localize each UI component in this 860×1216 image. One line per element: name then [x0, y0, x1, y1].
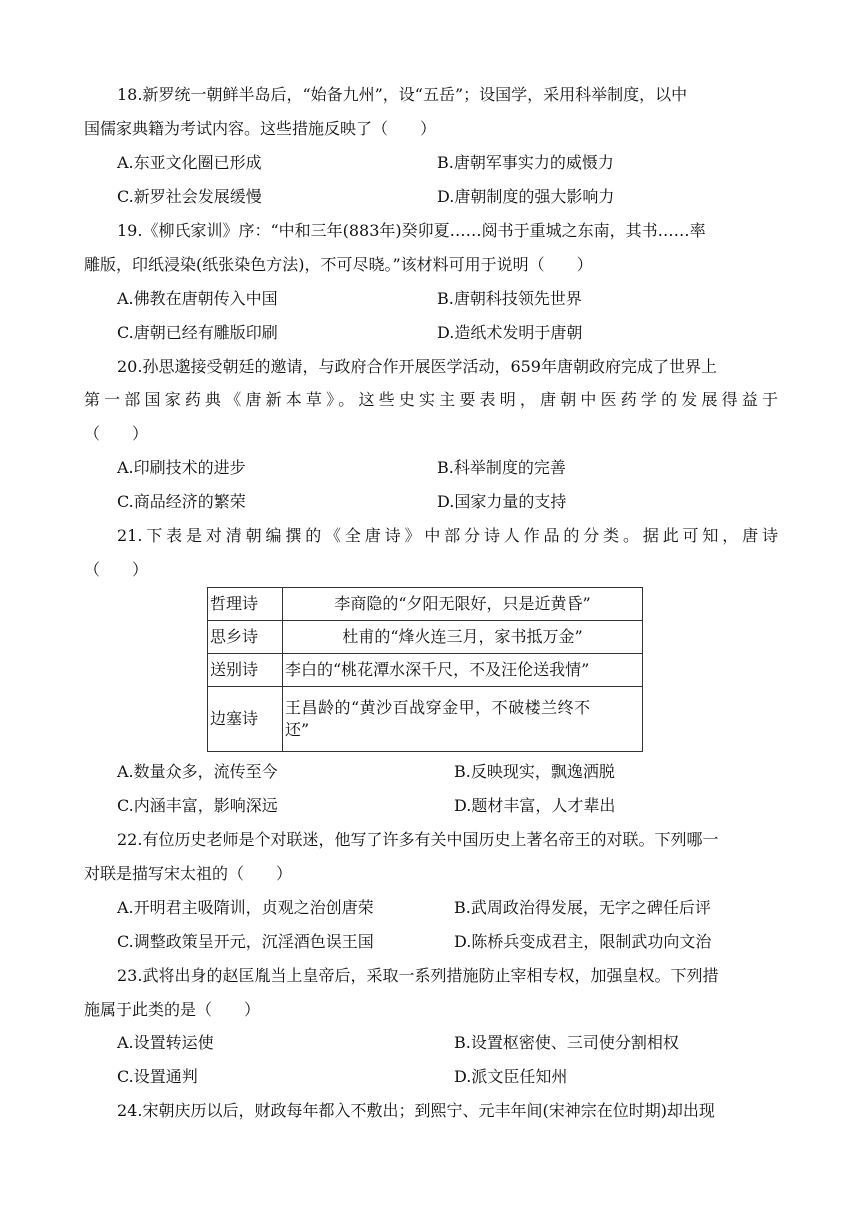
q23-option-c[interactable]: C.设置通判: [117, 1067, 198, 1086]
poem-classification-table: [207, 587, 643, 752]
q22-option-d[interactable]: D.陈桥兵变成君主，限制武功向文治: [454, 932, 712, 951]
q23-stem-line1: 23.武将出身的赵匡胤当上皇帝后，采取一系列措施防止宰相专权，加强皇权。下列措: [117, 966, 719, 985]
q18-option-d[interactable]: D.唐朝制度的强大影响力: [437, 187, 615, 206]
q20-stem-line1: 20.孙思邈接受朝廷的邀请，与政府合作开展医学活动，659年唐朝政府完成了世界上: [117, 357, 717, 376]
q20-option-b[interactable]: B.科举制度的完善: [437, 458, 566, 477]
q19-option-b[interactable]: B.唐朝科技领先世界: [437, 289, 582, 308]
q21-stem-line1: 21.下表是对清朝编撰的《全唐诗》中部分诗人作品的分类。据此可知，唐诗: [117, 526, 778, 545]
poem-example-line1: 王昌龄的“黄沙百战穿金甲，不破楼兰终不: [285, 698, 591, 717]
table-row: [208, 588, 643, 621]
q20-stem-line2: 第一部国家药典《唐新本草》。这些史实主要表明，唐朝中医药学的发展得益于: [84, 390, 778, 409]
q23-option-a[interactable]: A.设置转运使: [117, 1033, 214, 1052]
q18-option-a[interactable]: A.东亚文化圈已形成: [117, 153, 262, 172]
q24-stem-line1: 24.宋朝庆历以后，财政每年都入不敷出；到熙宁、元丰年间(宋神宗在位时期)却出现: [117, 1101, 715, 1120]
q22-option-c[interactable]: C.调整政策呈开元，沉淫酒色误王国: [117, 932, 374, 951]
q21-option-b[interactable]: B.反映现实，飘逸洒脱: [454, 762, 615, 781]
q19-option-a[interactable]: A.佛教在唐朝传入中国: [117, 289, 278, 308]
q18-stem-line1: 18.新罗统一朝鲜半岛后，“始备九州”，设“五岳”；设国学，采用科举制度，以中: [117, 85, 688, 104]
q18-option-b[interactable]: B.唐朝军事实力的威慑力: [437, 153, 614, 172]
poem-type-cell: 送别诗: [208, 654, 283, 687]
q19-stem-line1: 19.《柳氏家训》序：“中和三年(883年)癸卯夏……阅书于重城之东南，其书……率: [117, 221, 706, 240]
q23-stem-line2: 施属于此类的是（ ）: [84, 1000, 261, 1019]
q20-option-d[interactable]: D.国家力量的支持: [437, 492, 567, 511]
q22-option-a[interactable]: A.开明君主吸隋训，贞观之治创唐荣: [117, 898, 374, 917]
q19-stem-line2: 雕版，印纸浸染(纸张染色方法)，不可尽晓。”该材料可用于说明（ ）: [84, 255, 593, 274]
table-row: [208, 654, 643, 687]
q21-option-c[interactable]: C.内涵丰富，影响深远: [117, 796, 278, 815]
q20-option-a[interactable]: A.印刷技术的进步: [117, 458, 246, 477]
poem-example-cell: 李白的“桃花潭水深千尺，不及汪伦送我情”: [283, 654, 643, 687]
q21-stem-line2: （ ）: [84, 560, 149, 579]
q23-option-b[interactable]: B.设置枢密使、三司使分割相权: [454, 1033, 679, 1052]
q23-option-d[interactable]: D.派文臣任知州: [454, 1067, 568, 1086]
q19-option-d[interactable]: D.造纸术发明于唐朝: [437, 323, 583, 342]
q18-stem-line2: 国儒家典籍为考试内容。这些措施反映了（ ）: [84, 119, 437, 138]
table-row: [208, 687, 643, 752]
q22-option-b[interactable]: B.武周政治得发展，无字之碑任后评: [454, 898, 711, 917]
table-row: [208, 621, 643, 654]
q20-option-c[interactable]: C.商品经济的繁荣: [117, 492, 246, 511]
poem-type-cell: 思乡诗: [208, 621, 283, 654]
poem-type-cell: 哲理诗: [208, 588, 283, 621]
q22-stem-line1: 22.有位历史老师是个对联迷，他写了许多有关中国历史上著名帝王的对联。下列哪一: [117, 830, 719, 849]
q19-option-c[interactable]: C.唐朝已经有雕版印刷: [117, 323, 278, 342]
poem-example-cell: 杜甫的“烽火连三月，家书抵万金”: [283, 621, 643, 654]
q21-option-a[interactable]: A.数量众多，流传至今: [117, 762, 278, 781]
q20-stem-line3: （ ）: [84, 424, 149, 443]
q21-option-d[interactable]: D.题材丰富，人才辈出: [454, 796, 616, 815]
q18-option-c[interactable]: C.新罗社会发展缓慢: [117, 187, 262, 206]
poem-example-cell: [283, 687, 643, 752]
q22-stem-line2: 对联是描写宋太祖的（ ）: [84, 864, 293, 883]
poem-example-cell: 李商隐的“夕阳无限好，只是近黄昏”: [283, 588, 643, 621]
poem-type-cell: 边塞诗: [208, 687, 283, 752]
poem-example-line2: 还”: [285, 720, 310, 739]
